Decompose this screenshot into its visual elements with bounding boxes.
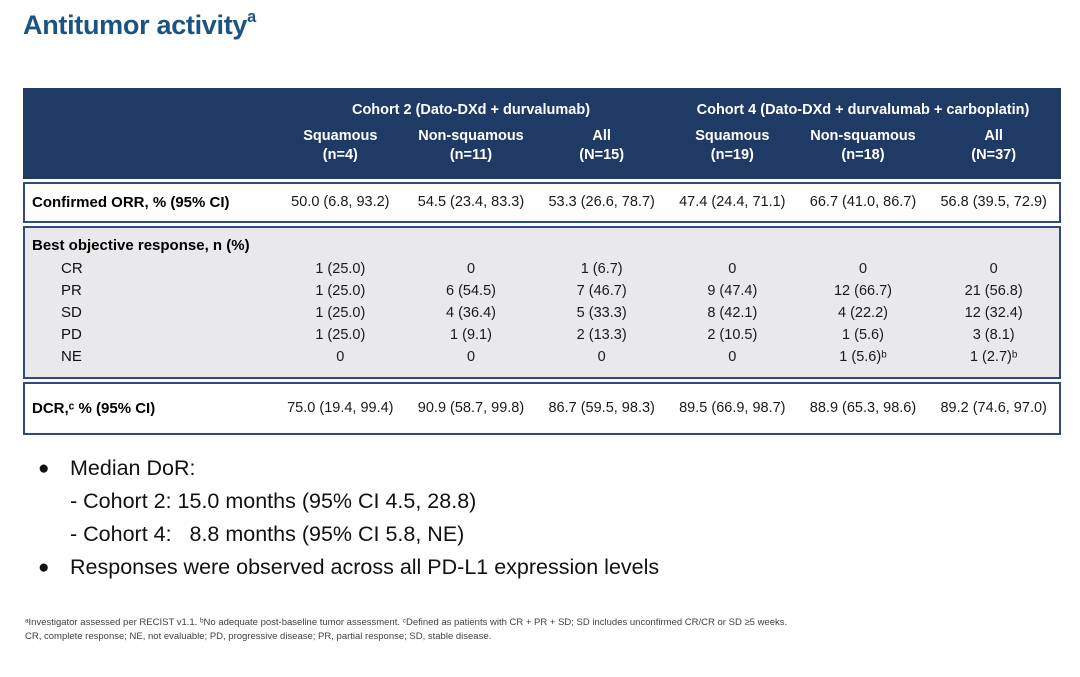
bor-row-label-ne: NE — [61, 347, 82, 365]
bullet-item-median-dor — [38, 452, 1038, 485]
bor-value: 9 (47.4) — [707, 282, 758, 299]
orr-value: 50.0 (6.8, 93.2) — [291, 194, 390, 211]
dcr-value: 89.5 (66.9, 98.7) — [679, 400, 786, 417]
bor-value: 0 — [858, 260, 868, 277]
bor-value: 1 (25.0) — [315, 326, 366, 343]
orr-value: 56.8 (39.5, 72.9) — [940, 194, 1047, 211]
dcr-value: 86.7 (59.5, 98.3) — [548, 400, 655, 417]
bor-value: 3 (8.1) — [972, 326, 1015, 343]
bor-value: 1 (5.6)ᵇ — [839, 348, 887, 365]
bor-value: 1 (5.6) — [842, 326, 884, 343]
orr-value: 66.7 (41.0, 86.7) — [809, 194, 917, 211]
bor-row-label-pr: PR — [61, 281, 82, 299]
bor-value: 1 (2.7)ᵇ — [969, 348, 1018, 365]
dcr-value: 75.0 (19.4, 99.4) — [287, 400, 394, 417]
bor-value: 12 (32.4) — [964, 304, 1023, 321]
group-header-cohort4: Cohort 4 (Dato-DXd + durvalumab + carboplatin) — [696, 102, 1030, 118]
bor-value: 1 (6.7) — [580, 260, 623, 277]
footnote-line-1: ᵃInvestigator assessed per RECIST v1.1. ᵇNo adequate post-baseline tumor assessment. ᶜDefined as patients with CR + PR + SD; SD includes unconfirmed CR/CR or SD ≥5 weeks. — [25, 617, 788, 628]
column-header-n: (n=18) — [841, 146, 885, 163]
group-header-cohort2: Cohort 2 (Dato-DXd + durvalumab) — [351, 102, 591, 118]
column-header-name: Squamous — [695, 128, 770, 144]
bor-value: 4 (36.4) — [446, 304, 496, 321]
column-header-squamous-c2 — [275, 120, 406, 177]
column-header-n: (n=4) — [322, 146, 358, 163]
results-table — [23, 88, 1061, 438]
bor-value: 0 — [728, 260, 737, 277]
orr-value: 54.5 (23.4, 83.3) — [417, 194, 525, 211]
column-header-name: All — [984, 128, 1003, 144]
bullet-dot-icon: ● — [38, 458, 50, 479]
orr-value: 47.4 (24.4, 71.1) — [679, 194, 786, 211]
dcr-value: 90.9 (58.7, 99.8) — [417, 400, 525, 417]
column-header-name: Non-squamous — [418, 128, 524, 144]
bullet-list — [38, 452, 1038, 584]
bor-value: 2 (10.5) — [707, 326, 758, 343]
column-header-squamous-c4 — [667, 120, 798, 177]
bullet-sub-cohort4: - Cohort 4: 8.8 months (95% CI 5.8, NE) — [70, 522, 465, 546]
column-header-n: (n=19) — [710, 146, 754, 163]
bor-value: 0 — [336, 348, 345, 365]
bor-value: 1 (25.0) — [315, 304, 366, 321]
column-header-name: Squamous — [303, 128, 378, 144]
dcr-value: 88.9 (65.3, 98.6) — [809, 400, 917, 417]
dcr-row — [23, 382, 1061, 435]
orr-value: 53.3 (26.6, 78.7) — [548, 194, 655, 211]
bullet-item-pdl1 — [38, 551, 1038, 584]
table-corner-cell — [25, 90, 275, 177]
dcr-row-label: DCR,ᶜ % (95% CI) — [32, 399, 156, 417]
bor-value: 5 (33.3) — [576, 304, 627, 321]
orr-row-label: Confirmed ORR, % (95% CI) — [32, 193, 230, 211]
column-header-nonsquamous-c4 — [798, 120, 929, 177]
bor-value: 0 — [989, 260, 998, 277]
bor-value: 2 (13.3) — [576, 326, 627, 343]
table-header — [23, 88, 1061, 179]
page-title-superscript: a — [247, 8, 256, 26]
bor-value: 0 — [466, 260, 476, 277]
column-header-all-c2 — [536, 120, 667, 177]
bor-value: 0 — [597, 348, 606, 365]
best-objective-response-section — [23, 226, 1061, 379]
bor-row-label-cr: CR — [61, 259, 83, 277]
column-header-all-c4 — [928, 120, 1059, 177]
page-title — [23, 10, 256, 41]
footnotes — [25, 616, 1055, 645]
footnote-line-2: CR, complete response; NE, not evaluable; PD, progressive disease; PR, partial response; SD, stable disease. — [25, 631, 492, 643]
bor-row-label-pd: PD — [61, 325, 82, 343]
column-header-n: (n=11) — [449, 146, 493, 163]
bor-value: 4 (22.2) — [838, 304, 888, 321]
bor-value: 0 — [466, 348, 476, 365]
bor-value: 12 (66.7) — [833, 282, 893, 299]
page-title-text: Antitumor activity — [23, 10, 248, 40]
bor-value: 7 (46.7) — [576, 282, 627, 299]
orr-row — [23, 182, 1061, 223]
bor-value: 0 — [728, 348, 737, 365]
column-header-name: Non-squamous — [810, 128, 916, 144]
bullet-sub-cohort2: - Cohort 2: 15.0 months (95% CI 4.5, 28.8) — [70, 489, 477, 513]
column-header-nonsquamous-c2 — [406, 120, 537, 177]
bor-value: 1 (9.1) — [450, 326, 492, 343]
column-header-n: (N=15) — [579, 146, 625, 163]
bullet-dot-icon: ● — [38, 557, 50, 578]
bor-value: 6 (54.5) — [446, 282, 496, 299]
bullet-text: Responses were observed across all PD-L1 expression levels — [70, 555, 660, 579]
bor-row-label-sd: SD — [61, 303, 82, 321]
bor-value: 1 (25.0) — [315, 260, 366, 277]
bor-section-label: Best objective response, n (%) — [32, 236, 250, 254]
dcr-value: 89.2 (74.6, 97.0) — [940, 400, 1047, 417]
bullet-text: Median DoR: — [70, 456, 196, 480]
bor-value: 8 (42.1) — [707, 304, 758, 321]
column-header-n: (N=37) — [971, 146, 1017, 163]
bor-value: 1 (25.0) — [315, 282, 366, 299]
bor-value: 21 (56.8) — [964, 282, 1023, 299]
column-header-name: All — [592, 128, 611, 144]
